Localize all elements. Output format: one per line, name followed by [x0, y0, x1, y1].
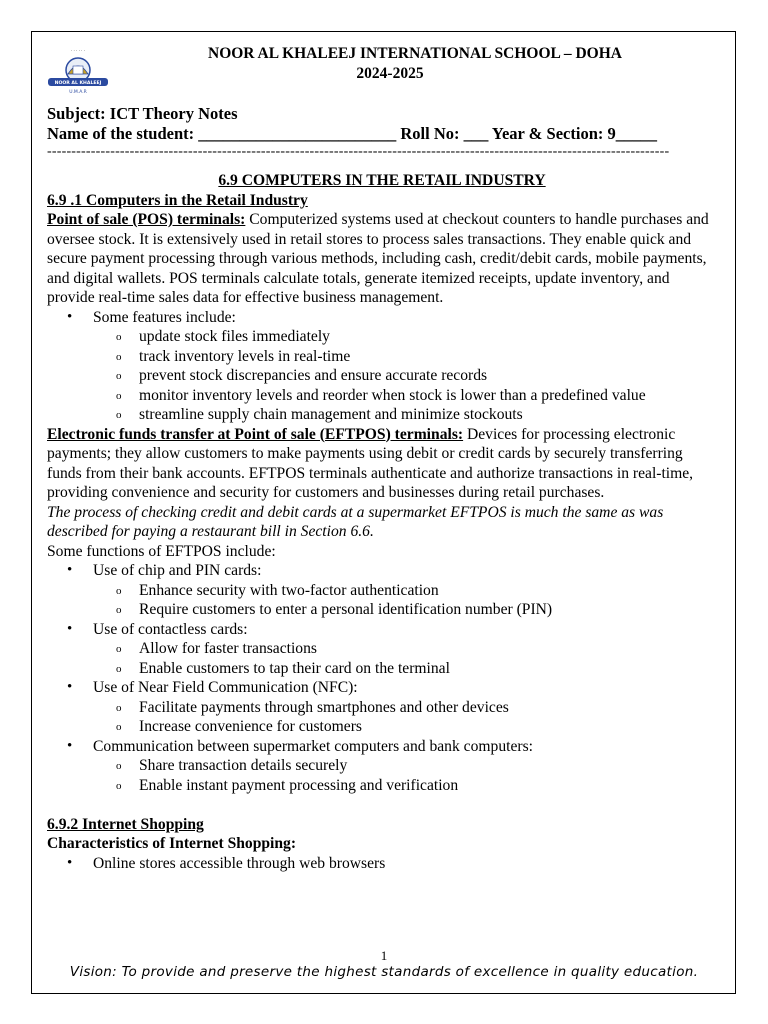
- logo-banner-text: NOOR AL KHALEEJ: [54, 81, 102, 87]
- eftpos-description: Devices for processing electronic payments; they allow customers to make payments using debit or credit cards by securely transferring funds from their bank accounts. EFTPOS terminals authenticate and authorize transactions in real-time, providing convenience and security for customers and businesses during retail purchases.: [47, 425, 694, 501]
- function-item: • Communication between supermarket computers and bank computers:: [47, 737, 717, 757]
- feature-item: o prevent stock discrepancies and ensure accurate records: [47, 366, 717, 386]
- function-item: • Use of Near Field Communication (NFC):: [47, 678, 717, 698]
- characteristic-item: • Online stores accessible through web browsers: [47, 854, 717, 874]
- logo-sub-text: U.M.A.R: [69, 90, 87, 95]
- function-sub-item: o Require customers to enter a personal identification number (PIN): [47, 600, 717, 620]
- page-number: 1: [380, 948, 388, 963]
- pos-description: Computerized systems used at checkout counters to handle purchases and oversee stock. It is extensively used in retail stores to process sales transactions. They enable quick and secure payment processing through various methods, including cash, credit/debit cards, mobile payments, and digital wallets. POS terminals calculate totals, generate itemized receipts, update inventory, and provide real-time sales data for effective business management.: [47, 211, 709, 306]
- school-name: NOOR AL KHALEEJ INTERNATIONAL SCHOOL – DOHA: [208, 45, 622, 62]
- section-heading-internet-shopping: 6.9.2 Internet Shopping: [47, 815, 204, 833]
- subject-line: Subject: ICT Theory Notes: [47, 104, 238, 123]
- feature-item: o update stock files immediately: [47, 327, 717, 347]
- function-item: • Use of chip and PIN cards:: [47, 561, 717, 581]
- divider-line: --------------------------------------------------------------------------------------------------------------------------------: [47, 144, 670, 159]
- eftpos-term: Electronic funds transfer at Point of sale (EFTPOS) terminals:: [47, 425, 464, 443]
- academic-year: 2024-2025: [356, 65, 424, 82]
- characteristics-heading: Characteristics of Internet Shopping:: [47, 835, 297, 852]
- vision-statement: Vision: To provide and preserve the highest standards of excellence in quality education.: [69, 964, 699, 980]
- page-title: 6.9 COMPUTERS IN THE RETAIL INDUSTRY: [218, 172, 546, 189]
- feature-item: o track inventory levels in real-time: [47, 347, 717, 367]
- function-sub-item: o Allow for faster transactions: [47, 639, 717, 659]
- function-sub-item: o Enable customers to tap their card on the terminal: [47, 659, 717, 679]
- function-sub-item: o Share transaction details securely: [47, 756, 717, 776]
- student-info-line: Name of the student: ________________________ Roll No: ___ Year & Section: 9_____: [47, 124, 657, 143]
- functions-list: [47, 561, 717, 795]
- function-sub-item: o Facilitate payments through smartphones and other devices: [47, 698, 717, 718]
- function-sub-item: o Enhance security with two-factor authentication: [47, 581, 717, 601]
- function-sub-item: o Enable instant payment processing and verification: [47, 776, 717, 796]
- pos-term: Point of sale (POS) terminals:: [47, 211, 246, 228]
- school-logo: [44, 46, 112, 96]
- function-sub-item: o Increase convenience for customers: [47, 717, 717, 737]
- svg-text:· · · · · ·: · · · · · ·: [71, 48, 85, 53]
- feature-item: o monitor inventory levels and reorder when stock is lower than a predefined value: [47, 386, 717, 406]
- function-item: • Use of contactless cards:: [47, 620, 717, 640]
- feature-item: o streamline supply chain management and minimize stockouts: [47, 405, 717, 425]
- section-gap: [47, 795, 717, 815]
- section-heading-retail: 6.9 .1 Computers in the Retail Industry: [47, 191, 308, 209]
- eftpos-note: The process of checking credit and debit cards at a supermarket EFTPOS is much the same as was described for paying a restaurant bill in Section 6.6.: [47, 503, 664, 540]
- pos-paragraph: [47, 210, 717, 308]
- features-intro: • Some features include:: [47, 308, 717, 328]
- notes-content: [47, 171, 717, 873]
- characteristics-list: [47, 854, 717, 874]
- eftpos-paragraph: [47, 425, 717, 503]
- features-list: [47, 308, 717, 425]
- functions-intro: Some functions of EFTPOS include:: [47, 542, 276, 560]
